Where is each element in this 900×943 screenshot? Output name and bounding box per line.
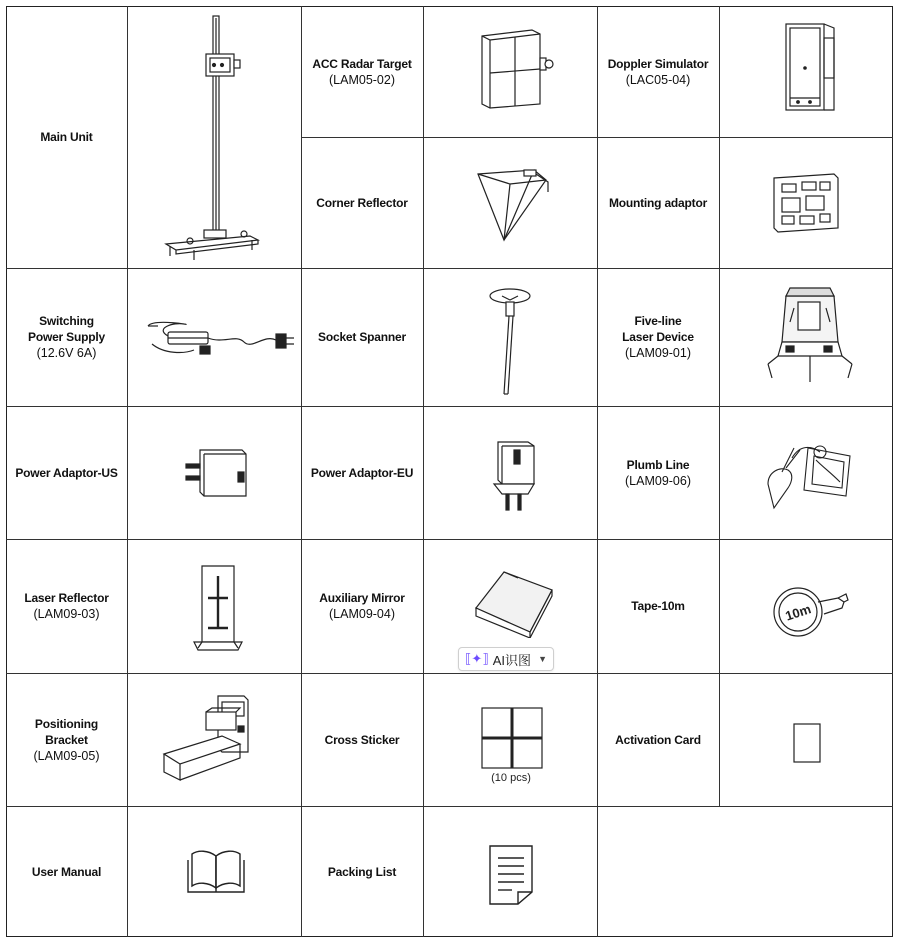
item-name: Doppler Simulator	[607, 56, 709, 71]
item-name: Switching	[39, 314, 94, 328]
label-power-adaptor-eu	[301, 406, 423, 539]
item-code: (LAM05-02)	[329, 72, 395, 87]
grid-line	[6, 539, 893, 540]
doppler-simulator-image	[780, 18, 840, 114]
item-name: Bracket	[45, 732, 88, 747]
grid-line	[127, 6, 128, 937]
item-name: Mounting adaptor	[608, 195, 708, 210]
laser-reflector-image	[190, 560, 246, 656]
label-user-manual	[6, 806, 127, 937]
item-name: Laser Reflector	[24, 591, 109, 605]
socket-spanner-image	[486, 284, 534, 398]
item-name: Activation Card	[615, 732, 701, 747]
grid-line	[6, 806, 893, 807]
label-activation-card	[597, 673, 719, 806]
item-code: (LAM09-06)	[625, 473, 691, 488]
auxiliary-mirror-image	[468, 566, 560, 638]
label-switching-power-supply	[6, 268, 127, 406]
packing-list-table	[6, 6, 893, 937]
item-name: ACC Radar Target	[312, 56, 412, 71]
label-laser-reflector	[6, 539, 127, 673]
item-name: Plumb Line	[626, 457, 690, 472]
item-name: User Manual	[31, 864, 102, 879]
positioning-bracket-image	[160, 692, 260, 782]
five-line-laser-image	[764, 282, 856, 386]
plumb-line-image	[764, 438, 860, 516]
item-code: (LAM09-04)	[329, 607, 395, 621]
label-acc-radar-target	[301, 6, 423, 137]
item-code: (LAM09-03)	[33, 607, 100, 621]
chevron-down-icon[interactable]: ▼	[538, 654, 547, 664]
label-corner-reflector	[301, 137, 423, 268]
grid-line	[6, 406, 893, 407]
item-name: Auxiliary Mirror	[319, 591, 405, 605]
item-name: Power Supply	[28, 330, 105, 344]
tape-label: 10m	[783, 601, 813, 624]
label-doppler-simulator	[597, 6, 719, 137]
document-icon	[486, 842, 536, 908]
mounting-adaptor-image	[768, 170, 844, 236]
ai-chip-label: AI识图	[492, 652, 532, 668]
grid-line	[423, 6, 424, 937]
label-socket-spanner	[301, 268, 423, 406]
item-name: Power Adaptor-EU	[310, 465, 414, 480]
item-code: (12.6V 6A)	[36, 346, 97, 360]
switching-power-supply-image	[144, 314, 296, 364]
label-five-line-laser	[597, 268, 719, 406]
label-positioning-bracket	[6, 673, 127, 806]
label-tape	[597, 539, 719, 673]
item-code: (LAM09-01)	[625, 346, 691, 360]
acc-radar-target-image	[476, 26, 556, 110]
tape-measure-image	[768, 584, 852, 640]
item-name: Cross Sticker	[324, 732, 400, 747]
power-adaptor-us-image	[180, 444, 250, 504]
label-mounting-adaptor	[597, 137, 719, 268]
item-name: Tape-10m	[631, 599, 685, 613]
ai-image-recognition-button[interactable]	[458, 647, 554, 671]
cross-sticker-quantity: (10 pcs)	[491, 772, 531, 784]
sparkle-scan-icon: ⟦✦⟧	[465, 651, 489, 666]
cross-sticker-image	[480, 706, 544, 770]
item-name: Corner Reflector	[316, 195, 408, 210]
label-packing-list	[301, 806, 423, 937]
item-name: Socket Spanner	[318, 330, 406, 344]
label-power-adaptor-us	[6, 406, 127, 539]
item-name: Positioning	[34, 716, 99, 731]
activation-card-image	[792, 722, 824, 764]
open-book-icon	[186, 846, 246, 896]
grid-line	[6, 673, 893, 674]
label-main-unit	[6, 6, 127, 268]
item-name: Five-line	[634, 314, 682, 328]
power-adaptor-eu-image	[484, 436, 540, 514]
item-name: Power Adaptor-US	[15, 465, 118, 480]
item-code: (LAC05-04)	[625, 72, 691, 87]
label-plumb-line	[597, 406, 719, 539]
label-cross-sticker	[301, 673, 423, 806]
label-auxiliary-mirror	[301, 539, 423, 673]
item-name: Main Unit	[40, 130, 93, 144]
corner-reflector-image	[474, 162, 558, 244]
item-code: (LAM09-05)	[33, 748, 100, 763]
grid-line	[6, 268, 893, 269]
main-unit-image	[160, 14, 270, 262]
item-name: Packing List	[327, 864, 397, 879]
item-name: Laser Device	[622, 330, 694, 344]
